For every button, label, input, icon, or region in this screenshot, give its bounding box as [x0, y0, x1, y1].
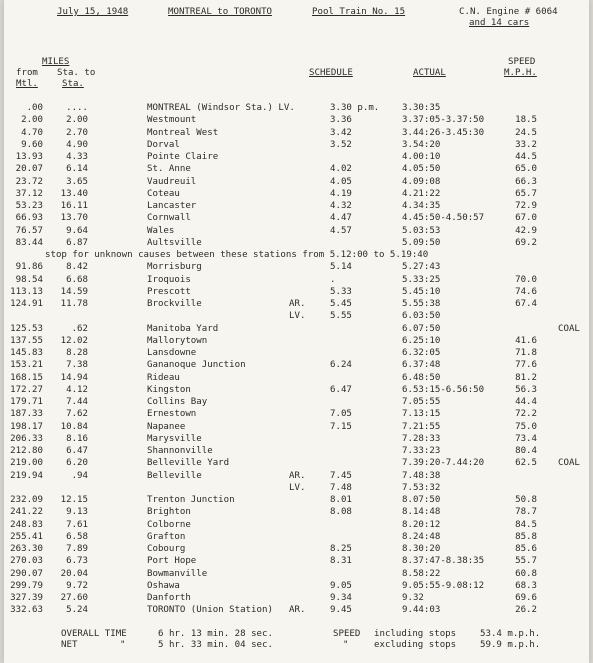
- table-row: [4, 507, 589, 518]
- miles-station-to-station: 2.00: [66, 115, 88, 126]
- miles-station-to-station: 13.40: [60, 188, 88, 199]
- miles-from-montreal: 76.57: [15, 225, 43, 236]
- scheduled-time: 8.31: [330, 556, 352, 567]
- station-name: Gananoque Junction: [147, 360, 246, 371]
- scheduled-time: 9.05: [330, 580, 352, 591]
- overall-time-label: OVERALL TIME: [61, 629, 127, 639]
- speed-mph: 84.5: [515, 519, 537, 530]
- actual-time: 5.55:38: [402, 299, 441, 309]
- speed-mph: 33.2: [515, 139, 537, 150]
- actual-time: 4.34:35: [402, 201, 441, 211]
- station-name: Kingston: [147, 384, 191, 395]
- speed-mph: 50.8: [515, 495, 537, 505]
- miles-from-montreal: 263.30: [10, 544, 43, 554]
- miles-station-to-station: 7.38: [66, 360, 88, 371]
- miles-from-montreal: 91.86: [15, 262, 43, 273]
- station-name: Cobourg: [147, 544, 186, 554]
- incl-stops-label: including stops: [374, 629, 457, 639]
- miles-station-to-station: 6.73: [66, 556, 88, 567]
- scheduled-time: 6.47: [330, 384, 352, 395]
- actual-time: 7.33:23: [402, 446, 441, 456]
- miles-station-to-station: 12.15: [60, 495, 88, 505]
- speed-mph: 60.8: [515, 568, 537, 579]
- speed-mph: 72.2: [515, 409, 537, 420]
- station-name: Trenton Junction: [147, 495, 235, 505]
- actual-time: 7.39:20-7.44:20: [402, 458, 485, 469]
- station-name: Iroquois: [147, 274, 191, 285]
- station-name: St. Anne: [147, 164, 191, 175]
- miles-from-montreal: 219.00: [10, 458, 43, 469]
- scheduled-time: 4.32: [330, 201, 352, 211]
- net-label: NET: [61, 640, 78, 650]
- scheduled-time: 3.36: [330, 115, 352, 126]
- table-row: [4, 385, 589, 396]
- table-row: [4, 275, 589, 286]
- miles-station-to-station: 9.64: [66, 225, 88, 236]
- speed-mph: 68.3: [515, 580, 537, 591]
- actual-time: 6.37:48: [402, 360, 441, 371]
- table-row: [4, 483, 589, 494]
- table-row: [4, 434, 589, 445]
- table-row: [4, 262, 589, 273]
- miles-from-montreal: 219.94: [10, 470, 43, 481]
- actual-time: 5.27:43: [402, 262, 441, 273]
- speed-mph: 42.9: [515, 225, 537, 236]
- speed-mph: 41.6: [515, 335, 537, 346]
- miles-from-montreal: 23.72: [15, 176, 43, 187]
- miles-station-to-station: 12.02: [60, 335, 88, 346]
- actual-time: 9.05:55-9.08:12: [402, 580, 485, 591]
- miles-station-to-station: 7.62: [66, 409, 88, 420]
- speed-mph: 85.8: [515, 531, 537, 542]
- speed-mph: 56.3: [515, 384, 537, 395]
- miles-station-to-station: 3.65: [66, 176, 88, 187]
- arrive-leave-marker: AR.: [289, 299, 306, 309]
- miles-station-to-station: 7.89: [66, 544, 88, 554]
- scheduled-time: 5.14: [330, 262, 352, 273]
- station-name: Brighton: [147, 507, 191, 518]
- miles-station-to-station: 8.16: [66, 433, 88, 444]
- actual-time: 4.21:22: [402, 188, 441, 199]
- scheduled-time: 9.34: [330, 593, 352, 603]
- table-row: [4, 593, 589, 604]
- station-name: Belleville: [147, 470, 202, 481]
- miles-from-montreal: 212.80: [10, 446, 43, 456]
- miles-from-montreal: 137.55: [10, 335, 43, 346]
- miles-station-to-station: 4.90: [66, 139, 88, 150]
- actual-time: 8.30:20: [402, 544, 441, 554]
- miles-station-to-station: 6.14: [66, 164, 88, 175]
- arrive-leave-marker: AR.: [289, 470, 306, 481]
- miles-from-montreal: 187.33: [10, 409, 43, 420]
- miles-from-montreal: 37.12: [15, 188, 43, 199]
- miles-station-to-station: 7.61: [66, 519, 88, 530]
- scheduled-time: 7.45: [330, 470, 352, 481]
- coal-note: COAL: [558, 458, 580, 469]
- station-name: Shannonville: [147, 446, 213, 456]
- speed-mph: 44.5: [515, 152, 537, 162]
- station-name: Belleville Yard: [147, 458, 230, 469]
- scheduled-time: 8.25: [330, 544, 352, 554]
- actual-time: 3.44:26-3.45:30: [402, 127, 485, 138]
- miles-from-montreal: 53.23: [15, 201, 43, 211]
- station-name: Danforth: [147, 593, 191, 603]
- miles-from-montreal: 270.03: [10, 556, 43, 567]
- scheduled-time: 5.55: [330, 311, 352, 322]
- speed-label: SPEED: [333, 629, 361, 639]
- actual-time: 8.14:48: [402, 507, 441, 518]
- scheduled-time: 6.24: [330, 360, 352, 371]
- miles-from-montreal: 20.07: [15, 164, 43, 175]
- actual-time: 6.48:50: [402, 372, 441, 383]
- miles-station-to-station: 6.58: [66, 531, 88, 542]
- col-from-line2: Mtl.: [16, 79, 38, 89]
- miles-from-montreal: 332.63: [10, 605, 43, 616]
- col-sta-line2: Sta.: [62, 79, 84, 89]
- miles-from-montreal: 9.60: [21, 139, 43, 150]
- actual-time: 4.05:50: [402, 164, 441, 175]
- miles-from-montreal: 179.71: [10, 397, 43, 407]
- miles-station-to-station: 5.24: [66, 605, 88, 616]
- station-name: Pointe Claire: [147, 152, 219, 162]
- speed-mph: 80.4: [515, 446, 537, 456]
- route: MONTREAL to TORONTO: [168, 7, 273, 17]
- actual-time: 6.03:50: [402, 311, 441, 322]
- miles-station-to-station: .62: [71, 323, 88, 334]
- table-row: [4, 520, 589, 531]
- table-row: [4, 201, 589, 212]
- excl-stops-label: excluding stops: [374, 640, 457, 650]
- col-miles: MILES: [42, 57, 70, 67]
- table-row: [4, 140, 589, 151]
- speed-mph: 85.6: [515, 544, 537, 554]
- date: July 15, 1948: [57, 7, 129, 17]
- scheduled-time: 3.42: [330, 127, 352, 138]
- table-row: [4, 544, 589, 555]
- incl-stops-value: 53.4 m.p.h.: [480, 629, 541, 639]
- table-row: [4, 152, 589, 163]
- station-name: Aultsville: [147, 237, 202, 248]
- station-name: MONTREAL (Windsor Sta.) LV.: [147, 103, 295, 113]
- station-name: Westmount: [147, 115, 197, 126]
- miles-from-montreal: 113.13: [10, 286, 43, 297]
- speed-mph: 24.5: [515, 127, 537, 138]
- miles-from-montreal: 98.54: [15, 274, 43, 285]
- actual-time: 3.54:20: [402, 139, 441, 150]
- table-row: [4, 569, 589, 580]
- actual-time: 4.00:10: [402, 152, 441, 162]
- miles-from-montreal: 145.83: [10, 348, 43, 358]
- station-name: Port Hope: [147, 556, 197, 567]
- miles-from-montreal: .00: [26, 103, 43, 113]
- station-name: Montreal West: [147, 127, 219, 138]
- speed-mph: 44.4: [515, 397, 537, 407]
- actual-time: 8.07:50: [402, 495, 441, 505]
- scheduled-time: 4.47: [330, 213, 352, 224]
- miles-from-montreal: 290.07: [10, 568, 43, 579]
- station-name: Napanee: [147, 421, 186, 432]
- station-name: Collins Bay: [147, 397, 208, 407]
- station-name: Lansdowne: [147, 348, 197, 358]
- miles-from-montreal: 124.91: [10, 299, 43, 309]
- miles-station-to-station: 8.28: [66, 348, 88, 358]
- station-name: Manitoba Yard: [147, 323, 219, 334]
- speed-mph: 71.8: [515, 348, 537, 358]
- speed-mph: 73.4: [515, 433, 537, 444]
- miles-station-to-station: 27.60: [60, 593, 88, 603]
- miles-station-to-station: 16.11: [60, 201, 88, 211]
- speed-mph: 81.2: [515, 372, 537, 383]
- table-row: [4, 164, 589, 175]
- scheduled-time: 8.08: [330, 507, 352, 518]
- actual-time: 5.45:10: [402, 286, 441, 297]
- miles-from-montreal: 13.93: [15, 152, 43, 162]
- miles-station-to-station: 2.70: [66, 127, 88, 138]
- actual-time: 8.24:48: [402, 531, 441, 542]
- station-name: Ernestown: [147, 409, 197, 420]
- miles-from-montreal: 66.93: [15, 213, 43, 224]
- table-row: [4, 409, 589, 420]
- miles-from-montreal: 232.09: [10, 495, 43, 505]
- miles-from-montreal: 255.41: [10, 531, 43, 542]
- ditto-mark-1: ": [120, 640, 126, 650]
- table-row: [4, 115, 589, 126]
- table-row: [4, 189, 589, 200]
- station-name: Colborne: [147, 519, 191, 530]
- station-name: Morrisburg: [147, 262, 202, 273]
- scheduled-time: 7.05: [330, 409, 352, 420]
- station-name: Grafton: [147, 531, 186, 542]
- station-name: Brockville: [147, 299, 202, 309]
- table-row: [4, 324, 589, 335]
- miles-from-montreal: 153.21: [10, 360, 43, 371]
- station-name: Rideau: [147, 372, 180, 383]
- actual-time: 7.13:15: [402, 409, 441, 420]
- table-row: [4, 250, 589, 261]
- table-row: [4, 128, 589, 139]
- col-actual: ACTUAL: [413, 68, 446, 78]
- table-row: [4, 311, 589, 322]
- actual-time: 7.05:55: [402, 397, 441, 407]
- table-row: [4, 287, 589, 298]
- speed-mph: 55.7: [515, 556, 537, 567]
- timetable-sheet: [4, 0, 589, 663]
- table-row: [4, 556, 589, 567]
- station-name: Oshawa: [147, 580, 180, 591]
- speed-mph: 69.6: [515, 593, 537, 603]
- miles-from-montreal: 248.83: [10, 519, 43, 530]
- miles-from-montreal: 2.00: [21, 115, 43, 126]
- scheduled-time: 9.45: [330, 605, 352, 616]
- table-row: [4, 532, 589, 543]
- miles-from-montreal: 299.79: [10, 580, 43, 591]
- scheduled-time: 4.57: [330, 225, 352, 236]
- scheduled-time: 5.45: [330, 299, 352, 309]
- actual-time: 3.37:05-3.37:50: [402, 115, 485, 126]
- miles-from-montreal: 241.22: [10, 507, 43, 518]
- table-row: [4, 605, 589, 616]
- actual-time: 3.30:35: [402, 103, 441, 113]
- miles-from-montreal: 83.44: [15, 237, 43, 248]
- table-row: [4, 177, 589, 188]
- table-row: [4, 336, 589, 347]
- table-row: [4, 446, 589, 457]
- scheduled-time: 7.48: [330, 482, 352, 493]
- coal-note: COAL: [558, 323, 580, 334]
- actual-time: 5.33:25: [402, 274, 441, 285]
- station-name: Vaudreuil: [147, 176, 197, 187]
- miles-station-to-station: ....: [66, 103, 88, 113]
- speed-mph: 70.0: [515, 274, 537, 285]
- station-name: Marysville: [147, 433, 202, 444]
- station-name: Prescott: [147, 286, 191, 297]
- miles-from-montreal: 206.33: [10, 433, 43, 444]
- speed-mph: 26.2: [515, 605, 537, 616]
- speed-mph: 65.7: [515, 188, 537, 199]
- speed-mph: 67.4: [515, 299, 537, 309]
- speed-mph: 66.3: [515, 176, 537, 187]
- miles-station-to-station: 4.33: [66, 152, 88, 162]
- ditto-mark-2: ": [343, 640, 349, 650]
- scheduled-time: 4.05: [330, 176, 352, 187]
- station-name: Wales: [147, 225, 175, 236]
- miles-from-montreal: 4.70: [21, 127, 43, 138]
- speed-mph: 74.6: [515, 286, 537, 297]
- miles-station-to-station: 14.59: [60, 286, 88, 297]
- table-row: [4, 458, 589, 469]
- col-speed-line1: SPEED: [508, 57, 536, 67]
- scheduled-time: 4.02: [330, 164, 352, 175]
- table-row: [4, 226, 589, 237]
- scheduled-time: 7.15: [330, 421, 352, 432]
- actual-time: 7.28:33: [402, 433, 441, 444]
- actual-time: 4.09:08: [402, 176, 441, 187]
- speed-mph: 18.5: [515, 115, 537, 126]
- table-row: [4, 422, 589, 433]
- table-row: [4, 213, 589, 224]
- miles-station-to-station: 6.20: [66, 458, 88, 469]
- miles-station-to-station: 11.78: [60, 299, 88, 309]
- train-number: Pool Train No. 15: [312, 7, 406, 17]
- actual-time: 6.07:50: [402, 323, 441, 334]
- col-schedule: SCHEDULE: [309, 68, 353, 78]
- arrive-leave-marker: AR.: [289, 605, 306, 616]
- actual-time: 6.53:15-6.56:50: [402, 384, 485, 395]
- speed-mph: 65.0: [515, 164, 537, 175]
- speed-mph: 67.0: [515, 213, 537, 224]
- engine-line-2: and 14 cars: [469, 18, 530, 28]
- scheduled-time: 5.33: [330, 286, 352, 297]
- miles-from-montreal: 198.17: [10, 421, 43, 432]
- actual-time: 8.58:22: [402, 568, 441, 579]
- station-name: Bowmanville: [147, 568, 208, 579]
- miles-from-montreal: 172.27: [10, 384, 43, 395]
- scheduled-time: .: [330, 274, 336, 285]
- table-row: [4, 238, 589, 249]
- net-time-value: 5 hr. 33 min. 04 sec.: [158, 640, 273, 650]
- speed-mph: 75.0: [515, 421, 537, 432]
- station-name: TORONTO (Union Station): [147, 605, 273, 616]
- miles-station-to-station: 13.70: [60, 213, 88, 224]
- speed-mph: 62.5: [515, 458, 537, 469]
- miles-station-to-station: 7.44: [66, 397, 88, 407]
- table-row: [4, 373, 589, 384]
- table-row: [4, 495, 589, 506]
- col-from-line1: from: [16, 68, 38, 78]
- table-row: [4, 360, 589, 371]
- scheduled-time: 8.01: [330, 495, 352, 505]
- table-row: [4, 103, 589, 114]
- speed-mph: 72.9: [515, 201, 537, 211]
- speed-mph: 77.6: [515, 360, 537, 371]
- table-row: [4, 348, 589, 359]
- table-row: [4, 471, 589, 482]
- miles-station-to-station: 6.68: [66, 274, 88, 285]
- table-row: [4, 299, 589, 310]
- actual-time: 5.09:50: [402, 237, 441, 248]
- miles-station-to-station: 9.72: [66, 580, 88, 591]
- station-name: Lancaster: [147, 201, 197, 211]
- miles-from-montreal: 327.39: [10, 593, 43, 603]
- miles-station-to-station: 6.87: [66, 237, 88, 248]
- actual-time: 7.21:55: [402, 421, 441, 432]
- stop-note: stop for unknown causes between these stations from 5.12:00 to 5.19:40: [45, 250, 429, 260]
- station-name: Mallorytown: [147, 335, 208, 346]
- miles-station-to-station: 4.12: [66, 384, 88, 395]
- arrive-leave-marker: LV.: [289, 482, 306, 493]
- overall-time-value: 6 hr. 13 min. 28 sec.: [158, 629, 273, 639]
- miles-station-to-station: .94: [71, 470, 88, 481]
- scheduled-time: 4.19: [330, 188, 352, 199]
- excl-stops-value: 59.9 m.p.h.: [480, 640, 541, 650]
- table-row: [4, 581, 589, 592]
- col-speed-line2: M.P.H.: [504, 68, 537, 78]
- speed-mph: 69.2: [515, 237, 537, 248]
- actual-time: 8.37:47-8.38:35: [402, 556, 485, 567]
- actual-time: 6.32:05: [402, 348, 441, 358]
- miles-station-to-station: 8.42: [66, 262, 88, 273]
- actual-time: 9.32: [402, 593, 424, 603]
- actual-time: 9.44:03: [402, 605, 441, 616]
- arrive-leave-marker: LV.: [289, 311, 306, 322]
- scheduled-time: 3.30 p.m.: [330, 103, 380, 113]
- miles-station-to-station: 6.47: [66, 446, 88, 456]
- actual-time: 5.03:53: [402, 225, 441, 236]
- actual-time: 7.53:32: [402, 482, 441, 493]
- miles-station-to-station: 20.04: [60, 568, 88, 579]
- actual-time: 6.25:10: [402, 335, 441, 346]
- speed-mph: 78.7: [515, 507, 537, 518]
- station-name: Dorval: [147, 139, 180, 150]
- col-sta-line1: Sta. to: [57, 68, 96, 78]
- table-row: [4, 397, 589, 408]
- engine-line-1: C.N. Engine # 6064: [459, 7, 558, 17]
- station-name: Cornwall: [147, 213, 191, 224]
- miles-from-montreal: 168.15: [10, 372, 43, 383]
- actual-time: 8.20:12: [402, 519, 441, 530]
- actual-time: 4.45:50-4.50:57: [402, 213, 485, 224]
- miles-station-to-station: 14.94: [60, 372, 88, 383]
- station-name: Coteau: [147, 188, 180, 199]
- scheduled-time: 3.52: [330, 139, 352, 150]
- miles-station-to-station: 9.13: [66, 507, 88, 518]
- miles-station-to-station: 10.84: [60, 421, 88, 432]
- miles-from-montreal: 125.53: [10, 323, 43, 334]
- actual-time: 7.48:38: [402, 470, 441, 481]
